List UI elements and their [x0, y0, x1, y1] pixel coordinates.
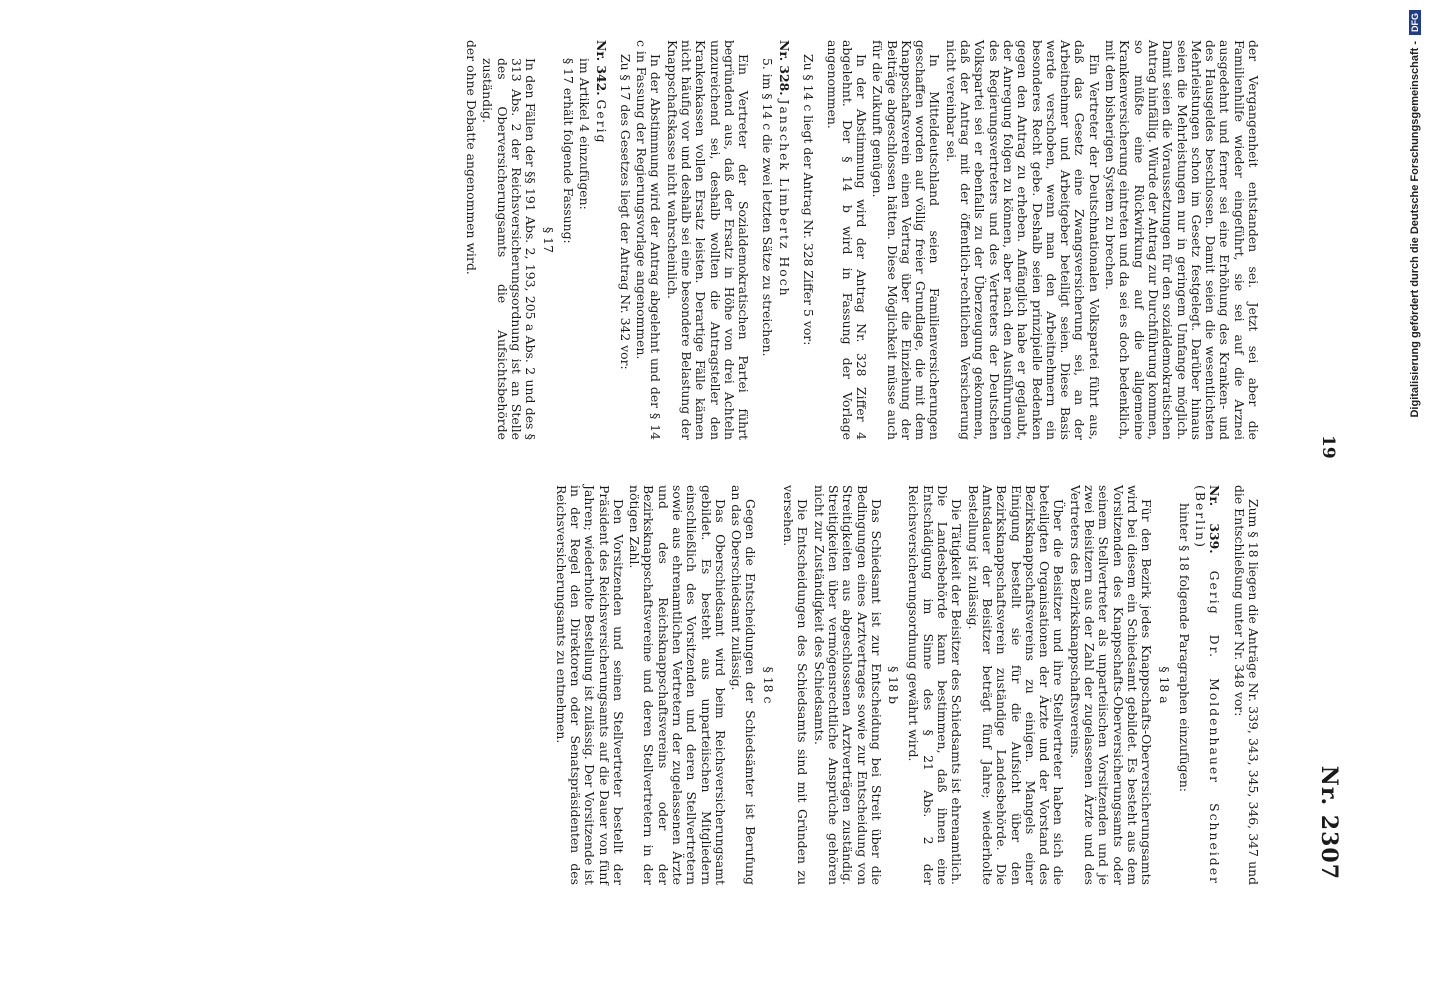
paragraph: der ohne Debatte angenommen wird. [464, 40, 480, 275]
paragraph: Das Schiedsamt ist zur Entscheidung bei Streit über die Bedingungen eines Arztvertrages sowie zur Entscheidung von Streitigkeiten aus abgeschlossenen Arztverträgen zuständig. Streitigkeiten über vermögensrechtliche Ansprüche gehören nicht zur Zuständigkeit des Schiedsamts. [811, 485, 884, 885]
motion-signatories: Gerig Dr. Moldenhauer Schneider (Berlin) [1193, 485, 1223, 885]
motion-number: Nr. 339. [1207, 485, 1223, 554]
paragraph: In der Abstimmung wird der Antrag Nr. 328 Ziffer 4 abgelehnt. Der § 14 b wird in Fassung der Vorlage angenommen. [825, 40, 869, 440]
motion-line: § 17 erhält folgende Fassung: [560, 58, 576, 244]
section-heading: § 17 [540, 227, 556, 253]
paragraph: Ein Vertreter der Deutschnationalen Volkspartei führt aus, daß das Gesetz eine Zwangsversicherung sei, an der Arbeitnehmer und Arbeitgeber beteiligt seien. Diese Basis werde verschoben, wenn man den Arbeitnehmern ein besonderes Recht gebe. Deshalb seien prinzipielle Bedenken gegen den Antrag zu erheben. Anfänglich habe er geglaubt, der Anregung folgen zu können, aber nach den Ausführungen des Regierungsvertreters und des Vertreters der Deutschen Volkspartei sei er ebenfalls zu der Überzeugung gekommen, daß der Antrag mit der öffentlich-rechtlichen Versicherung nicht vereinbar sei. [943, 40, 1102, 440]
paragraph: Gegen die Entscheidungen der Schiedsämter ist Berufung an das Oberschiedsamt zulässig. [729, 485, 759, 885]
paragraph: Über die Beisitzer und ihre Stellvertreter haben sich die beteiligten Organisationen der Ärzte und der Vorstand des Bezirksknappschaftsvereins zu einigen. Mangels einer Einigung bestellt sie für die Aufsicht über den Bezirksknappschaftsverein zuständige Landesbehörde. Die Amtsdauer der Beisitzer beträgt fünf Jahre; wiederholte Bestellung ist zulässig. [965, 485, 1067, 885]
column-number: Nr. 2307 [1316, 765, 1342, 880]
motion-line: im Artikel 4 einzufügen: [577, 58, 593, 210]
paragraph: Ein Vertreter der Sozialdemokratischen Partei führt begründend aus, daß der Ersatz in Höhe von drei Achteln unzureichend sei, deshalb wollten die Antragsteller den Krankenkassen vollen Ersatz leisten. Derartige Fälle kämen nicht häufig vor und deshalb sei eine besondere Belastung der Knappschaftskasse nicht wahrscheinlich. [664, 40, 752, 440]
page-number: 19 [1318, 435, 1338, 459]
section-heading: § 18 a [1156, 666, 1172, 704]
paragraph: Die Tätigkeit der Beisitzer des Schiedsamts ist ehrenamtlich. Die Landesbehörde kann bestimmen, daß ihnen eine Entschädigung im Sinne des § 21 Abs. 2 der Reichsversicherungsordnung gewährt wird. [906, 485, 965, 885]
motion-signatories: Janschek Limbertz Hoch [776, 99, 792, 298]
paragraph: Den Vorsitzenden und seinen Stellvertreter bestellt der Präsident des Reichsversicherungsamts auf die Dauer von fünf Jahren; wiederholte Bestellung ist zulässig. Der Vorsitzende ist in der Regel den Direktoren oder Senatspräsidenten des Reichsversicherungsamts zu entnehmen. [553, 485, 626, 885]
document-page [30, 0, 1350, 940]
motion-number: Nr. 328. [776, 40, 792, 96]
digitization-credit [1404, 10, 1426, 990]
paragraph: Zu § 17 des Gesetzes liegt der Antrag Nr. 342 vor: [617, 54, 633, 370]
section-heading: § 18 c [760, 666, 776, 704]
left-text-column [462, 40, 1260, 440]
motion-heading-339 [1193, 485, 1222, 885]
paragraph: Zu § 14 c liegt der Antrag Nr. 328 Ziffer 5 vor: [801, 54, 817, 346]
paragraph: In Mitteldeutschland seien Familienversicherungen geschaffen worden auf völlig freier Grundlage, die mit dem Knappschaftsverein einen Vertrag über die Einziehung der Beiträge abgeschlossen hätten. Diese Möglichkeit müsse auch für die Zukunft genügen. [870, 40, 943, 440]
dfg-logo: DFG [1409, 10, 1421, 35]
paragraph: Zum § 18 liegen die Anträge Nr. 339, 343, 345, 346, 347 und die Entschließung unter Nr. 348 vor: [1231, 485, 1261, 885]
motion-heading-342 [593, 40, 607, 440]
paragraph: Das Oberschiedsamt wird beim Reichsversicherungsamt gebildet. Es besteht aus unparteiischen Mitgliedern einschließlich des Vorsitzenden und deren Stellvertretern sowie aus ehrenamtlichen Vertretern der zugelassenen Ärzte und des Reichsknappschaftsvereins oder der Bezirksknappschaftsvereine und deren Stellvertretern in der nötigen Zahl. [627, 485, 728, 885]
motion-line: hinter § 18 folgende Paragraphen einzufügen: [1176, 503, 1192, 793]
paragraph: der Vergangenheit entstanden sei. Jetzt sei aber die Familienhilfe wieder eingeführt, sie sei auf die Arznei ausgedehnt und ferner sei eine Erhöhung des Kranken- und des Hausgeldes beschlossen. Damit seien die wesentlichsten Mehrleistungen schon im Gesetz festgelegt. Darüber hinaus seien die Mehrleistungen nur in geringem Umfange möglich. Damit seien die Voraussetzungen für den sozialdemokratischen Antrag hinfällig. Würde der Antrag zur Durchführung kommen, so müßte eine Rückwirkung auf die allgemeine Krankenversicherung eintreten und da sei es doch bedenklich, mit dem bisherigen System zu brechen. [1103, 40, 1261, 440]
paragraph: Für den Bezirk jedes Knappschafts-Oberversicherungsamts wird bei diesem ein Schiedsamt gebildet. Es besteht aus dem Vorsitzenden des Knappschafts-Oberversicherungsamts oder seinem Stellvertreter als unparteiischen Vorsitzenden und je zwei Beisitzern aus der Zahl der zugelassenen Ärzte und des Vertreters des Bezirksknappschaftsvereins. [1067, 485, 1155, 885]
paragraph: In der Abstimmung wird der Antrag abgelehnt und der § 14 c in Fassung der Regierungsvorlage angenommen. [634, 40, 664, 440]
motion-item: 5. im § 14 c die zwei letzten Sätze zu streichen. [760, 58, 776, 357]
section-heading: § 18 b [886, 666, 902, 704]
motion-number: Nr. 342. [593, 40, 609, 96]
credit-text: Digitalisierung gefördert durch die Deutsche Forschungsgemeinschaft - [1409, 41, 1421, 418]
motion-text: In den Fällen der §§ 191 Abs. 2, 193, 205 a Abs. 2 und des § 313 Abs. 2 der Reichsversicherungsordnung ist an Stelle des Oberversicherungsamts die Aufsichtsbehörde zuständig. [480, 58, 539, 440]
paragraph: Die Entscheidungen des Schiedsamts sind mit Gründen zu versehen. [781, 485, 811, 885]
right-text-column [551, 485, 1260, 885]
motion-signatories: Gerig [593, 99, 609, 145]
motion-heading-328 [777, 40, 791, 440]
